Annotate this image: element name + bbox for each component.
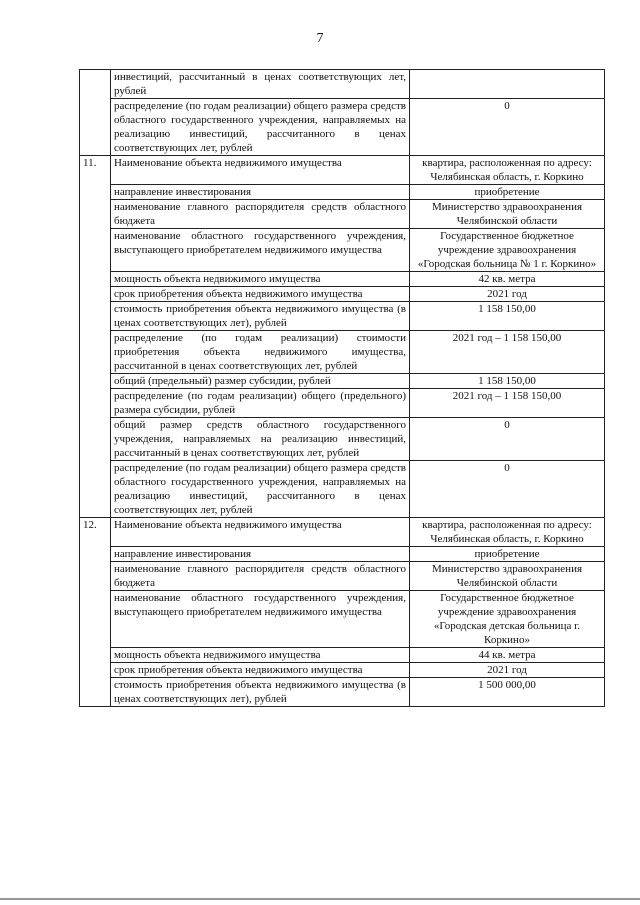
table-row	[80, 547, 605, 562]
table-row	[80, 331, 605, 374]
parameter-value-cell: 2021 год	[410, 287, 605, 302]
parameter-value-cell: 0	[410, 418, 605, 461]
parameter-value-cell: 2021 год – 1 158 150,00	[410, 331, 605, 374]
parameter-value-cell: 44 кв. метра	[410, 648, 605, 663]
item-number-cell	[80, 70, 111, 156]
parameter-name-cell: Наименование объекта недвижимого имущества	[111, 518, 410, 547]
table-row	[80, 185, 605, 200]
page-number: 7	[316, 31, 324, 46]
parameter-name-cell: стоимость приобретения объекта недвижимого имущества (в ценах соответствующих лет), рублей	[111, 302, 410, 331]
parameter-name-cell: наименование главного распорядителя средств областного бюджета	[111, 562, 410, 591]
parameter-name-cell: направление инвестирования	[111, 185, 410, 200]
parameter-value-cell: 2021 год	[410, 663, 605, 678]
table-row	[80, 287, 605, 302]
table-row	[80, 418, 605, 461]
parameter-value-cell: Министерство здравоохранения Челябинской области	[410, 562, 605, 591]
table-row	[80, 70, 605, 99]
table-row	[80, 518, 605, 547]
parameter-value-cell: 1 158 150,00	[410, 374, 605, 389]
parameter-name-cell: срок приобретения объекта недвижимого имущества	[111, 287, 410, 302]
parameter-name-cell: срок приобретения объекта недвижимого имущества	[111, 663, 410, 678]
parameter-name-cell: распределение (по годам реализации) общего размера средств областного государственного учреждения, направляемых на реализацию инвестиций, рассчитанного в ценах соответствующих лет, рублей	[111, 461, 410, 518]
parameter-value-cell: 1 500 000,00	[410, 678, 605, 707]
table-row	[80, 272, 605, 287]
parameter-name-cell: инвестиций, рассчитанный в ценах соответствующих лет, рублей	[111, 70, 410, 99]
parameter-value-cell: Государственное бюджетное учреждение здравоохранения «Городская больница № 1 г. Коркино»	[410, 229, 605, 272]
parameter-value-cell: 2021 год – 1 158 150,00	[410, 389, 605, 418]
parameter-value-cell: Министерство здравоохранения Челябинской области	[410, 200, 605, 229]
parameter-value-cell: 0	[410, 99, 605, 156]
table-row	[80, 648, 605, 663]
parameter-value-cell: приобретение	[410, 185, 605, 200]
parameter-value-cell: Государственное бюджетное учреждение здравоохранения «Городская детская больница г. Коркино»	[410, 591, 605, 648]
parameter-name-cell: Наименование объекта недвижимого имущества	[111, 156, 410, 185]
page-bottom-edge	[0, 898, 640, 900]
parameter-name-cell: распределение (по годам реализации) общего (предельного) размера субсидии, рублей	[111, 389, 410, 418]
table-row	[80, 156, 605, 185]
parameter-value-cell	[410, 70, 605, 99]
table-row	[80, 461, 605, 518]
item-number-cell: 11.	[80, 156, 111, 518]
table-row	[80, 229, 605, 272]
table-body	[80, 70, 605, 707]
table-row	[80, 562, 605, 591]
table-row	[80, 678, 605, 707]
table-row	[80, 374, 605, 389]
parameter-name-cell: общий размер средств областного государственного учреждения, направляемых на реализацию инвестиций, рассчитанный в ценах соответствующих лет, рублей	[111, 418, 410, 461]
parameter-value-cell: 42 кв. метра	[410, 272, 605, 287]
table-row	[80, 302, 605, 331]
parameter-name-cell: направление инвестирования	[111, 547, 410, 562]
table-row	[80, 200, 605, 229]
parameter-value-cell: квартира, расположенная по адресу: Челябинская область, г. Коркино	[410, 518, 605, 547]
table-row	[80, 389, 605, 418]
parameter-name-cell: наименование главного распорядителя средств областного бюджета	[111, 200, 410, 229]
parameter-value-cell: квартира, расположенная по адресу: Челябинская область, г. Коркино	[410, 156, 605, 185]
parameter-name-cell: общий (предельный) размер субсидии, рублей	[111, 374, 410, 389]
parameter-value-cell: приобретение	[410, 547, 605, 562]
parameter-name-cell: наименование областного государственного учреждения, выступающего приобретателем недвижимого имущества	[111, 591, 410, 648]
parameter-name-cell: наименование областного государственного учреждения, выступающего приобретателем недвижимого имущества	[111, 229, 410, 272]
parameter-name-cell: мощность объекта недвижимого имущества	[111, 272, 410, 287]
parameter-value-cell: 1 158 150,00	[410, 302, 605, 331]
table-row	[80, 99, 605, 156]
item-number-cell: 12.	[80, 518, 111, 707]
table-row	[80, 663, 605, 678]
parameter-name-cell: стоимость приобретения объекта недвижимого имущества (в ценах соответствующих лет), рублей	[111, 678, 410, 707]
parameter-value-cell: 0	[410, 461, 605, 518]
parameter-name-cell: распределение (по годам реализации) общего размера средств областного государственного учреждения, направляемых на реализацию инвестиций, рассчитанного в ценах соответствующих лет, рублей	[111, 99, 410, 156]
table-row	[80, 591, 605, 648]
parameter-name-cell: мощность объекта недвижимого имущества	[111, 648, 410, 663]
parameter-name-cell: распределение (по годам реализации) стоимости приобретения объекта недвижимого имущества, рассчитанной в ценах соответствующих лет, рублей	[111, 331, 410, 374]
investment-objects-table	[79, 69, 605, 707]
